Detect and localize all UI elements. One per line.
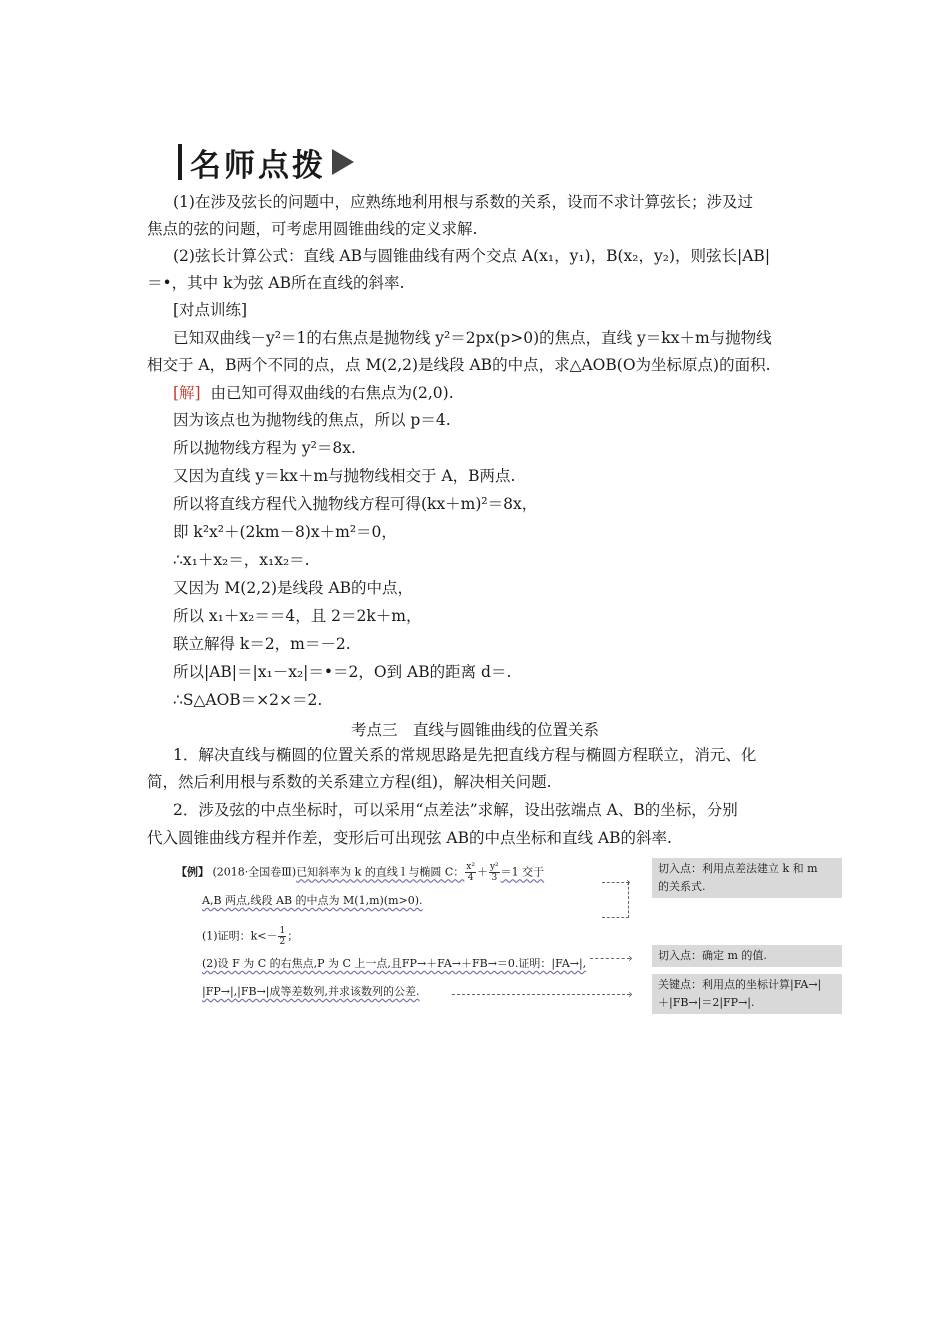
solution-line: 又因为 M(2,2)是线段 AB的中点，: [173, 579, 414, 597]
solution-line: 联立解得 k＝2，m＝－2.: [173, 635, 351, 653]
tip-line: 1．解决直线与椭圆的位置关系的常规思路是先把直线方程与椭圆方程联立，消元、化: [173, 746, 757, 764]
tip-line: 代入圆锥曲线方程并作差，变形后可出现弦 AB的中点坐标和直线 AB的斜率.: [147, 829, 672, 847]
solution-line: 所以抛物线方程为 y²＝8x.: [173, 439, 356, 457]
paragraph-line: (1)在涉及弦长的问题中，应熟练地利用根与系数的关系，设而不求计算弦长；涉及过: [173, 193, 753, 211]
paragraph-line: 焦点的弦的问题，可考虑用圆锥曲线的定义求解.: [147, 220, 478, 238]
play-triangle-icon: [332, 149, 354, 175]
fraction: $\frac{\text{y²}}{3}$: [489, 862, 499, 883]
solution-line: 因为该点也为抛物线的焦点，所以 p＝4.: [173, 411, 451, 429]
solution-line: 即 k²x²＋(2km－8)x＋m²＝0，: [173, 523, 397, 541]
problem-line: 已知双曲线－y²＝1的右焦点是抛物线 y²＝2px(p>0)的焦点，直线 y＝kx＋m与抛物线: [173, 329, 772, 347]
note-box-2: 切入点：确定 m 的值.: [652, 945, 842, 967]
arrow-right-icon: ›: [628, 987, 633, 1001]
connector-line: [452, 994, 630, 995]
example-question-2-cont: |FP→|,|FB→|成等差数列,并求该数列的公差.: [202, 985, 420, 998]
paragraph-line: ＝•，其中 k为弦 AB所在直线的斜率.: [147, 274, 405, 292]
problem-line: 相交于 A，B两个不同的点，点 M(2,2)是线段 AB的中点，求△AOB(O为坐标原点)的面积.: [147, 356, 771, 374]
tip-line: 2．涉及弦的中点坐标时，可以采用“点差法”求解，设出弦端点 A、B的坐标，分别: [173, 801, 738, 819]
connector-line: [602, 882, 629, 918]
example-question-2: (2)设 F 为 C 的右焦点,P 为 C 上一点,且FP→＋FA→＋FB→＝0.证明：|FA→|,: [202, 957, 587, 970]
example-question-1: (1)证明：k<－ $\frac{1}{2}$ ；: [202, 926, 299, 947]
solution-label: [解]: [173, 384, 201, 402]
title-text: 名师点拨: [190, 147, 326, 184]
section-heading: 考点三 直线与圆锥曲线的位置关系: [350, 721, 599, 739]
note-box-3: 关键点：利用点的坐标计算|FA→| ＋|FB→|＝2|FP→|.: [652, 974, 842, 1014]
connector-line: [590, 958, 630, 959]
arrow-right-icon: ›: [626, 875, 631, 889]
solution-line: 又因为直线 y＝kx＋m与抛物线相交于 A，B两点.: [173, 467, 516, 485]
section-title: [178, 140, 354, 184]
solution-line: 所以|AB|＝|x₁－x₂|＝•＝2，O到 AB的距离 d＝.: [173, 663, 512, 681]
example-source: (2018·全国卷Ⅲ): [212, 865, 297, 879]
tip-line: 简，然后利用根与系数的关系建立方程(组)，解决相关问题.: [147, 773, 552, 791]
fraction: $\frac{1}{2}$: [279, 926, 286, 947]
note-box-1: 切入点：利用点差法建立 k 和 m 的关系式.: [652, 858, 842, 898]
solution-line: [173, 383, 454, 403]
arrow-right-icon: ›: [628, 951, 633, 965]
example-tag: 【例】: [176, 865, 209, 879]
paragraph-line: (2)弦长计算公式：直线 AB与圆锥曲线有两个交点 A(x₁，y₁)，B(x₂，y₂)，则弦长|AB|: [173, 247, 771, 265]
practice-label: [对点训练]: [173, 301, 248, 319]
solution-line: ∴x₁＋x₂＝，x₁x₂＝.: [173, 551, 310, 569]
example-text: 已知斜率为 k 的直线 l 与椭圆 C：: [296, 865, 465, 879]
fraction: $\frac{\text{x²}}{4}$: [466, 862, 475, 883]
example-line-1: 【例】 (2018·全国卷Ⅲ)已知斜率为 k 的直线 l 与椭圆 C： $\frac{\text{x²}}{4}$ ＋ $\frac{\text{y²}}{3}$ ＝1 交于: [176, 862, 545, 883]
solution-line: 所以 x₁＋x₂＝＝4，且 2＝2k＋m，: [173, 607, 422, 625]
solution-text: 由已知可得双曲线的右焦点为(2,0).: [210, 384, 454, 402]
example-line-2: A,B 两点,线段 AB 的中点为 M(1,m)(m>0).: [202, 894, 423, 907]
title-bar: [178, 144, 182, 180]
solution-line: ∴S△AOB＝×2×＝2.: [173, 691, 323, 709]
solution-line: 所以将直线方程代入抛物线方程可得(kx＋m)²＝8x，: [173, 495, 538, 513]
